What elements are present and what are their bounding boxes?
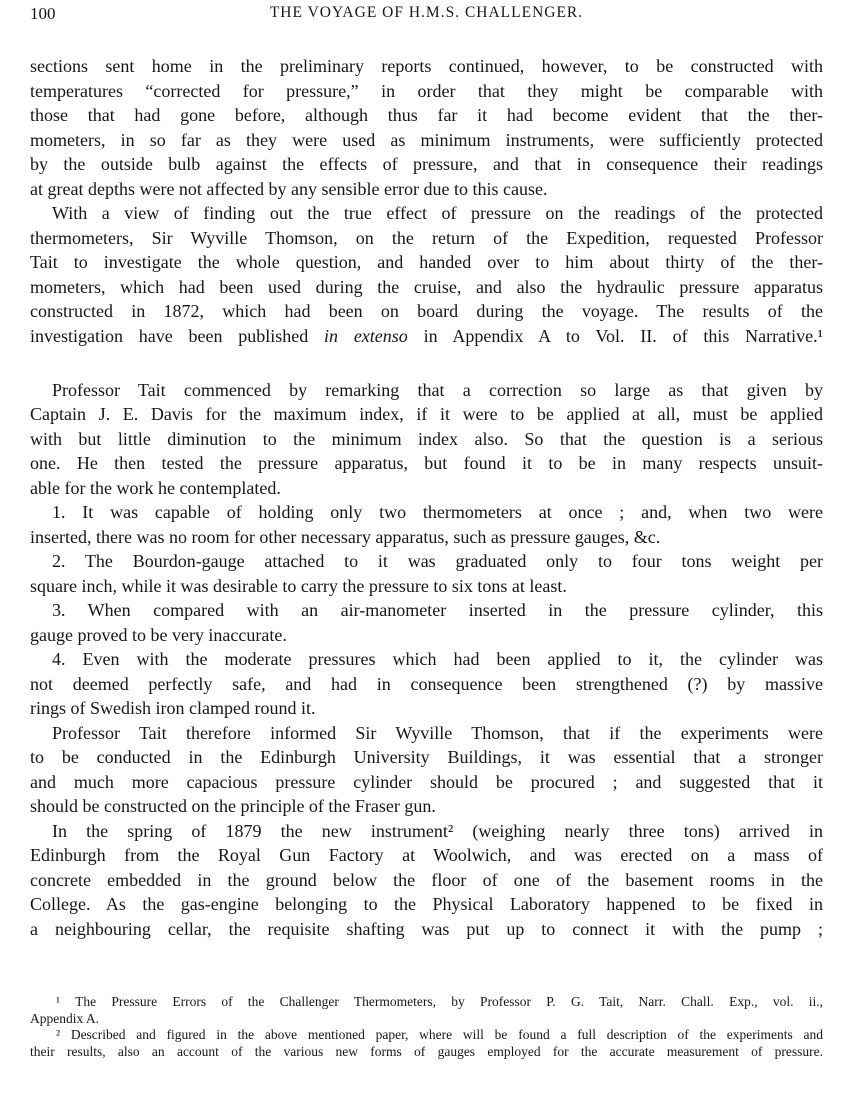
text-line: one. He then tested the pressure apparatus, but found it to be in many respects unsuit- [30,453,823,473]
text-line: Professor Tait therefore informed Sir Wyville Thomson, that if the experiments were [52,722,823,743]
text-line: ² Described and figured in the above mentioned paper, where will be found a full description of the experiments and [56,1027,823,1042]
text-line: able for the work he contemplated. [30,477,281,498]
numbered-item [30,647,823,721]
page-header [30,4,823,26]
paragraph [30,378,823,501]
text-line: Appendix A. [30,1010,99,1026]
text-line: constructed in 1872, which had been on board during the voyage. The results of the [30,301,823,321]
text-line: should be constructed on the principle of the Fraser gun. [30,796,436,816]
text-line: gauge proved to be very inaccurate. [30,624,287,645]
text-line: In the spring of 1879 the new instrument² (weighing nearly three tons) arrived in [52,820,823,841]
text-line: with but little diminution to the minimum index also. So that the question is a serious [30,428,823,449]
text-line: square inch, while it was desirable to carry the pressure to six tons at least. [30,575,567,596]
text-line: Tait to investigate the whole question, and handed over to him about thirty of the ther- [30,252,823,272]
paragraph [30,54,823,201]
italic-text: in extenso [324,325,408,346]
text-segment: investigation have been published [30,325,325,346]
text-line: Edinburgh from the Royal Gun Factory at Woolwich, and was erected on a mass of [30,845,823,865]
text-line: thermometers, Sir Wyville Thomson, on the return of the Expedition, requested Professor [30,227,823,248]
numbered-item [30,598,823,647]
text-line: to be conducted in the Edinburgh University Buildings, it was essential that a stronger [30,747,823,767]
text-line: sections sent home in the preliminary reports continued, however, to be constructed with [30,56,823,76]
text-line: and much more capacious pressure cylinder should be procured ; and suggested that it [30,771,823,792]
text-line: mometers, which had been used during the cruise, and also the hydraulic pressure apparatus [30,276,823,297]
text-line: With a view of finding out the true effect of pressure on the readings of the protected [52,203,823,223]
text-line: mometers, in so far as they were used as minimum instruments, were sufficiently protected [30,129,823,150]
text-line: a neighbouring cellar, the requisite shafting was put up to connect it with the pump ; [30,918,823,939]
text-line: their results, also an account of the various new forms of gauges employed for the accurate measurement of pressure. [30,1043,823,1059]
numbered-item [30,549,823,598]
text-line: temperatures “corrected for pressure,” in order that they might be comparable with [30,80,823,101]
text-line: rings of Swedish iron clamped round it. [30,698,316,718]
running-title: THE VOYAGE OF H.M.S. CHALLENGER. [269,4,584,21]
text-line: College. As the gas-engine belonging to the Physical Laboratory happened to be fixed in [30,894,823,914]
paragraph [30,819,823,942]
text-line: by the outside bulb against the effects of pressure, and that in consequence their readings [30,154,823,174]
numbered-item [30,500,823,549]
text-line: 3. When compared with an air-manometer inserted in the pressure cylinder, this [52,600,823,620]
text-line: ¹ The Pressure Errors of the Challenger Thermometers, by Professor P. G. Tait, Narr. Chall. Exp., vol. ii., [56,994,823,1009]
text-line: not deemed perfectly safe, and had in consequence been strengthened (?) by massive [30,673,823,694]
spacer [30,348,823,378]
text-line: Professor Tait commenced by remarking that a correction so large as that given by [52,379,823,400]
body-text [30,54,823,941]
text-line: at great depths were not affected by any sensible error due to this cause. [30,178,548,199]
page-number: 100 [30,4,56,23]
text-line: 1. It was capable of holding only two thermometers at once ; and, when two were [52,502,823,522]
paragraph [30,721,823,819]
text-line [30,324,823,349]
text-line: Captain J. E. Davis for the maximum index, if it were to be applied at all, must be applied [30,404,823,424]
paragraph [30,201,823,348]
text-line: 4. Even with the moderate pressures which had been applied to it, the cylinder was [52,649,823,669]
text-line: inserted, there was no room for other necessary apparatus, such as pressure gauges, &c. [30,526,661,547]
text-line: 2. The Bourdon-gauge attached to it was graduated only to four tons weight per [52,551,823,571]
text-line: concrete embedded in the ground below the floor of one of the basement rooms in the [30,869,823,890]
text-line: those that had gone before, although thus far it had become evident that the ther- [30,105,823,125]
footnote-2 [30,1027,823,1060]
text-segment: in Appendix A to Vol. II. of this Narrative.¹ [407,325,823,346]
footnote-1 [30,994,823,1027]
footnotes [30,994,823,1060]
